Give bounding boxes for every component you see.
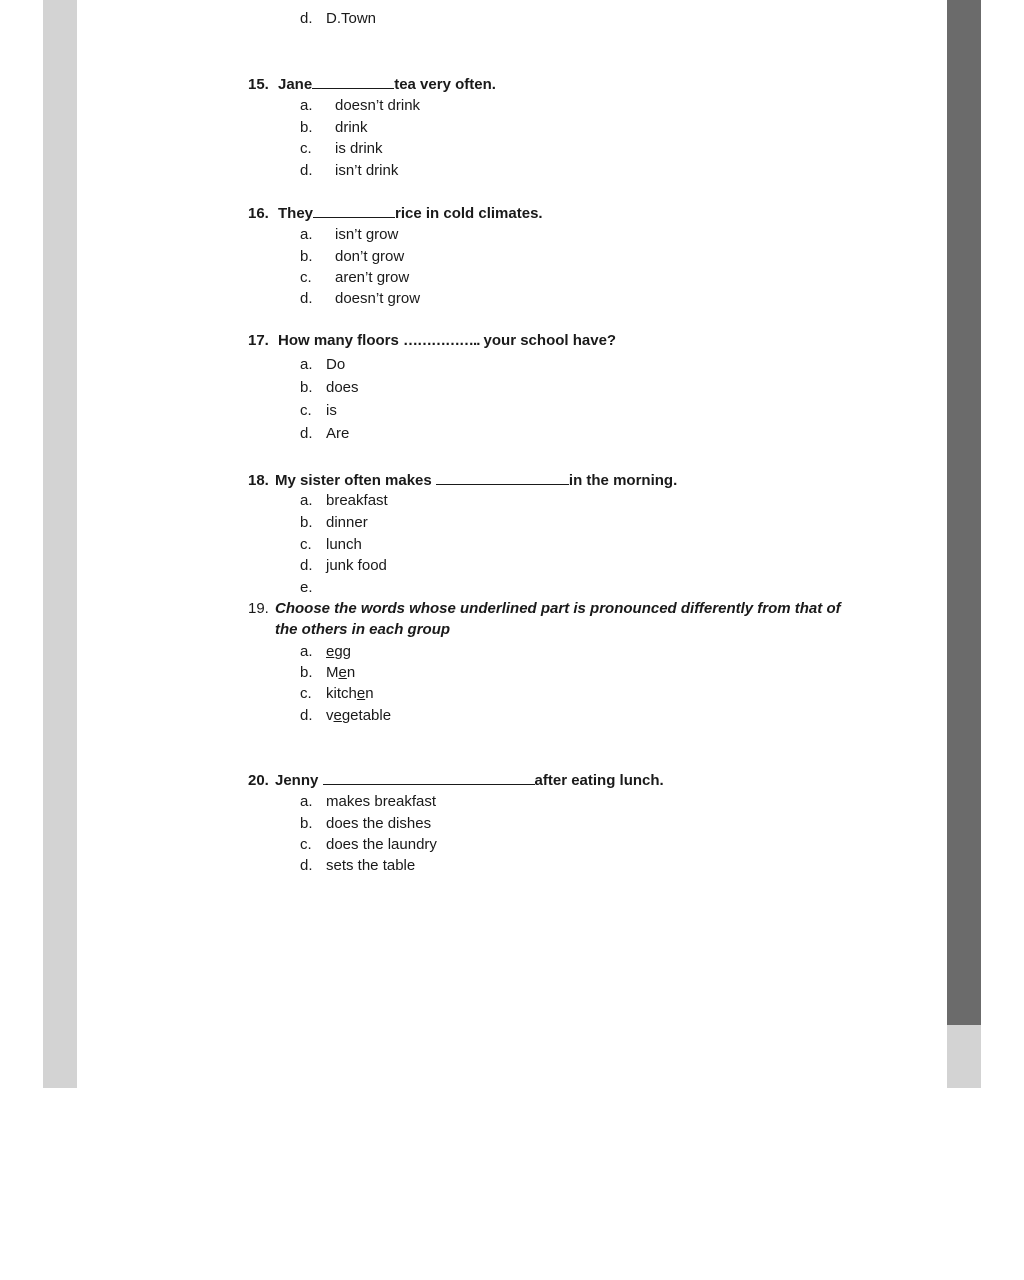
option-letter: a. (300, 356, 313, 373)
option-letter: b. (300, 815, 313, 832)
question-number: 19. (248, 600, 269, 617)
option-text: Do (326, 356, 346, 373)
option-letter: d. (300, 162, 313, 179)
option-19d (300, 707, 391, 725)
option-15d (300, 162, 398, 180)
option-20c (300, 836, 437, 854)
option-15c (300, 140, 383, 158)
word-part: n (365, 685, 374, 702)
option-text: doesn’t drink (335, 97, 421, 114)
option-19c (300, 685, 374, 703)
option-text: dinner (326, 514, 368, 531)
question-number: 15. (248, 76, 269, 93)
question-17 (248, 332, 616, 350)
option-letter: a. (300, 793, 313, 810)
option-letter: a. (300, 492, 313, 509)
option-text: don’t grow (335, 248, 405, 265)
option-text: doesn’t grow (335, 290, 421, 307)
option-20d (300, 857, 415, 875)
option-16a (300, 226, 398, 244)
option-17d (300, 425, 349, 443)
option-letter: c. (300, 536, 312, 553)
question-text-after: tea very often. (394, 76, 496, 93)
option-17c (300, 402, 337, 420)
option-18b (300, 514, 368, 532)
option-text: drink (335, 119, 368, 136)
option-letter: b. (300, 664, 313, 681)
question-16 (248, 204, 543, 223)
option-19b (300, 664, 355, 682)
answer-blank (323, 771, 535, 785)
option-letter: d. (300, 857, 313, 874)
option-text: breakfast (326, 492, 388, 509)
underlined-part: e (356, 685, 366, 702)
option-17a (300, 356, 345, 374)
vertical-scrollbar[interactable] (947, 0, 981, 1088)
word-part: M (326, 664, 339, 681)
question-text-after: after eating lunch. (534, 772, 664, 789)
option-15a (300, 97, 420, 115)
option-letter: e. (300, 579, 313, 596)
option-text: is drink (335, 140, 383, 157)
option-18a (300, 492, 388, 510)
option-letter: d. (300, 707, 313, 724)
word-part: kitch (326, 685, 357, 702)
question-text-before: How many floors (278, 332, 399, 349)
question-20 (248, 771, 664, 790)
question-text-after: in the morning. (568, 472, 678, 489)
option-text: does the laundry (326, 836, 437, 853)
option-20a (300, 793, 436, 811)
instruction-line-1: Choose the words whose underlined part is pronounced differently from that of (275, 600, 841, 617)
option-letter: c. (300, 140, 312, 157)
option-letter: c. (300, 402, 312, 419)
option-19a (300, 643, 351, 661)
option-letter: a. (300, 97, 313, 114)
option-text: isn’t grow (335, 226, 399, 243)
word-part: n (346, 664, 356, 681)
question-text-after: rice in cold climates. (395, 205, 543, 222)
option-letter: d. (300, 557, 313, 574)
word-part: getable (341, 707, 392, 724)
question-number: 20. (248, 772, 269, 789)
question-number: 16. (248, 205, 269, 222)
option-letter: a. (300, 643, 313, 660)
option-letter: b. (300, 248, 313, 265)
question-19 (248, 598, 858, 640)
answer-blank (312, 75, 394, 89)
option-text: D.Town (326, 10, 377, 27)
question-text-before: They (278, 205, 314, 222)
option-text: isn’t drink (335, 162, 399, 179)
underlined-part: e (338, 664, 347, 681)
question-number: 18. (248, 472, 269, 489)
option-text: aren’t grow (335, 269, 410, 286)
option-d-previous (300, 10, 376, 28)
option-text: lunch (326, 536, 362, 553)
option-text: does (326, 379, 359, 396)
option-letter: d. (300, 290, 313, 307)
option-16d (300, 290, 420, 308)
option-text: does the dishes (326, 815, 432, 832)
question-18 (248, 471, 677, 490)
option-letter: c. (300, 836, 312, 853)
answer-blank (436, 471, 569, 485)
option-letter: b. (300, 379, 313, 396)
option-text: Are (326, 425, 350, 442)
option-text: junk food (326, 557, 387, 574)
option-17b (300, 379, 359, 397)
option-18d (300, 557, 387, 575)
option-letter: c. (300, 685, 312, 702)
answer-blank: …………….. (403, 332, 480, 349)
option-text: sets the table (326, 857, 416, 874)
question-15 (248, 75, 496, 94)
option-letter: d. (300, 10, 313, 27)
answer-blank (313, 204, 395, 218)
option-letter: c. (300, 269, 312, 286)
question-text-after: your school have? (483, 332, 617, 349)
option-15b (300, 119, 368, 137)
option-16b (300, 248, 404, 266)
option-18c (300, 536, 362, 554)
instruction-line-2: the others in each group (275, 621, 451, 638)
option-letter: a. (300, 226, 313, 243)
question-number: 17. (248, 332, 269, 349)
left-gutter (43, 0, 77, 1088)
option-text: makes breakfast (326, 793, 437, 810)
option-letter: b. (300, 514, 313, 531)
option-18e (300, 579, 326, 597)
question-text-before: Jane (278, 76, 313, 93)
word-part: v (326, 707, 334, 724)
document-page (77, 0, 947, 1088)
option-text: is (326, 402, 337, 419)
option-letter: d. (300, 425, 313, 442)
scrollbar-thumb[interactable] (947, 0, 981, 1025)
option-letter: b. (300, 119, 313, 136)
question-text-before: My sister often makes (275, 472, 432, 489)
underlined-part: e (326, 643, 335, 660)
question-text-before: Jenny (275, 772, 319, 789)
option-20b (300, 815, 431, 833)
word-part: gg (334, 643, 352, 660)
option-16c (300, 269, 409, 287)
underlined-part: e (333, 707, 342, 724)
